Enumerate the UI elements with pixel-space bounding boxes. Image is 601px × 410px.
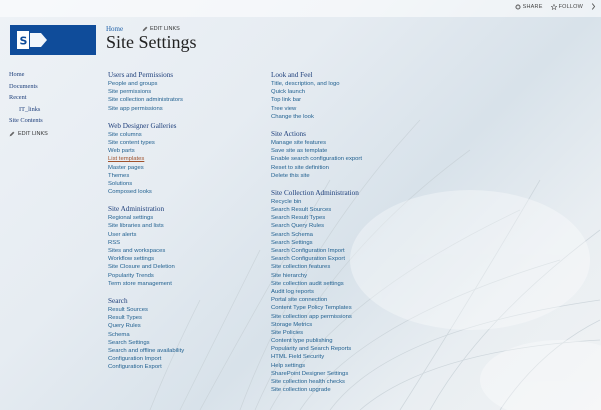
settings-link-content-type-publishing[interactable]: Content type publishing [271,338,333,345]
left-navigation [9,69,48,137]
settings-link-site-collection-administrators[interactable]: Site collection administrators [108,97,183,104]
section-heading: Users and Permissions [108,71,174,79]
settings-link-query-rules[interactable]: Query Rules [108,323,141,330]
settings-link-rss[interactable]: RSS [108,239,121,246]
settings-link-reset-to-site-definition[interactable]: Reset to site definition [271,164,329,171]
section-users-and-permissions [108,70,184,113]
settings-link-manage-site-features[interactable]: Manage site features [271,139,327,146]
settings-link-themes[interactable]: Themes [108,172,130,179]
settings-link-configuration-export[interactable]: Configuration Export [108,364,162,371]
settings-link-site-content-types[interactable]: Site content types [108,139,155,146]
section-site-collection-administration [271,188,362,395]
focus-on-content-icon [591,3,597,10]
edit-links-label: EDIT LINKS [18,130,48,137]
settings-link-site-closure-and-deletion[interactable]: Site Closure and Deletion [108,264,175,271]
settings-link-term-store-management[interactable]: Term store management [108,280,172,287]
breadcrumb-home-link[interactable]: Home [106,25,124,33]
settings-link-site-collection-audit-settings[interactable]: Site collection audit settings [271,280,344,287]
section-site-administration [108,204,184,288]
settings-link-search-and-offline-availability[interactable]: Search and offline availability [108,347,185,354]
pencil-icon [9,131,15,137]
settings-link-top-link-bar[interactable]: Top link bar [271,97,302,104]
page-title: Site Settings [106,32,197,52]
settings-link-search-schema[interactable]: Search Schema [271,231,313,238]
settings-link-site-collection-health-checks[interactable]: Site collection health checks [271,379,346,385]
section-heading: Site Collection Administration [271,188,359,197]
settings-link-recycle-bin[interactable]: Recycle bin [271,198,302,205]
settings-column-right [271,70,362,402]
settings-link-storage-metrics[interactable]: Storage Metrics [271,321,313,328]
section-heading: Web Designer Galleries [108,121,177,130]
svg-text:S: S [19,34,28,48]
settings-link-workflow-settings[interactable]: Workflow settings [108,256,155,263]
settings-link-sharepoint-designer-settings[interactable]: SharePoint Designer Settings [271,370,349,377]
settings-link-portal-site-connection[interactable]: Portal site connection [271,297,328,304]
settings-link-list-templates[interactable]: List templates [108,156,145,163]
settings-link-site-policies[interactable]: Site Policies [271,329,304,336]
settings-link-sites-and-workspaces[interactable]: Sites and workspaces [108,248,166,254]
settings-link-delete-this-site[interactable]: Delete this site [271,172,310,179]
edit-links-label: EDIT LINKS [150,26,180,32]
top-bar [0,0,601,17]
nav-item-recent[interactable]: Recent [9,94,27,101]
nav-item-site-contents[interactable]: Site Contents [9,117,43,124]
settings-link-master-pages[interactable]: Master pages [108,164,144,171]
section-heading: Site Actions [271,129,306,138]
share-icon [515,4,521,10]
settings-link-search-settings[interactable]: Search Settings [108,339,150,346]
settings-link-enable-search-configuration-export[interactable]: Enable search configuration export [271,156,363,163]
settings-link-result-types[interactable]: Result Types [108,315,142,322]
settings-link-configuration-import[interactable]: Configuration Import [108,356,162,363]
settings-link-title-description-and-logo[interactable]: Title, description, and logo [271,81,340,87]
share-label: SHARE [522,3,543,10]
nav-item-it-links[interactable]: IT_links [19,105,41,113]
settings-link-user-alerts[interactable]: User alerts [108,231,137,238]
settings-link-change-the-look[interactable]: Change the look [271,113,314,120]
nav-item-home[interactable]: Home [9,71,25,78]
settings-link-search-configuration-export[interactable]: Search Configuration Export [271,256,346,263]
section-site-actions [271,129,362,180]
settings-link-people-and-groups[interactable]: People and groups [108,81,158,87]
settings-link-tree-view[interactable]: Tree view [271,105,297,112]
section-heading: Site Administration [108,205,165,214]
settings-link-site-columns[interactable]: Site columns [108,131,142,138]
settings-link-site-app-permissions[interactable]: Site app permissions [108,105,163,112]
settings-link-popularity-trends[interactable]: Popularity Trends [108,272,154,279]
settings-link-site-permissions[interactable]: Site permissions [108,89,152,96]
follow-label: FOLLOW [558,3,583,10]
sharepoint-logo-icon [17,29,53,56]
settings-link-site-collection-features[interactable]: Site collection features [271,264,331,271]
edit-links-left[interactable] [9,131,48,137]
settings-link-search-settings[interactable]: Search Settings [271,239,313,246]
section-heading: Search [108,296,128,305]
share-button[interactable] [515,4,543,10]
settings-link-solutions[interactable]: Solutions [108,180,133,187]
section-look-and-feel [271,70,362,121]
settings-link-save-site-as-template[interactable]: Save site as template [271,148,328,155]
settings-link-search-configuration-import[interactable]: Search Configuration Import [271,248,345,254]
settings-link-audit-log-reports[interactable]: Audit log reports [271,288,314,295]
settings-link-regional-settings[interactable]: Regional settings [108,215,154,222]
settings-link-content-type-policy-templates[interactable]: Content Type Policy Templates [271,305,352,312]
settings-link-site-collection-app-permissions[interactable]: Site collection app permissions [271,313,352,320]
settings-link-popularity-and-search-reports[interactable]: Popularity and Search Reports [271,346,352,353]
settings-link-search-result-types[interactable]: Search Result Types [271,215,326,222]
settings-link-composed-looks[interactable]: Composed looks [108,189,152,196]
section-heading: Look and Feel [271,71,313,79]
settings-link-search-result-sources[interactable]: Search Result Sources [271,207,332,214]
focus-button[interactable] [591,3,597,10]
settings-link-web-parts[interactable]: Web parts [108,148,135,155]
settings-link-schema[interactable]: Schema [108,331,130,338]
settings-link-help-settings[interactable]: Help settings [271,362,306,369]
follow-button[interactable] [551,4,583,10]
settings-link-html-field-security[interactable]: HTML Field Security [271,354,325,361]
settings-link-site-hierarchy[interactable]: Site hierarchy [271,272,308,279]
star-icon [551,4,557,10]
section-web-designer-galleries [108,121,184,197]
section-search [108,296,184,372]
nav-item-documents[interactable]: Documents [9,82,38,90]
settings-link-result-sources[interactable]: Result Sources [108,306,148,313]
settings-link-site-collection-upgrade[interactable]: Site collection upgrade [271,387,331,394]
settings-link-quick-launch[interactable]: Quick launch [271,89,306,96]
settings-link-search-query-rules[interactable]: Search Query Rules [271,223,325,230]
settings-link-site-libraries-and-lists[interactable]: Site libraries and lists [108,223,164,230]
site-logo[interactable] [10,25,96,55]
settings-column-left [108,70,184,379]
